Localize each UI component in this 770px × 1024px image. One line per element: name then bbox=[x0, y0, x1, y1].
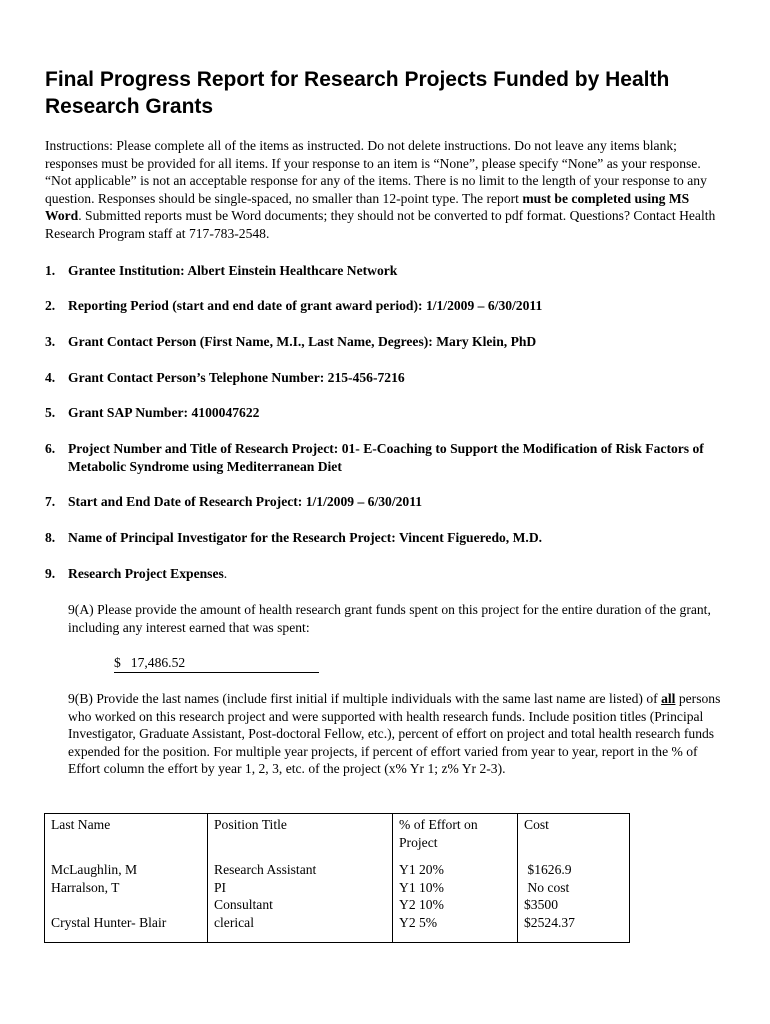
cell-cost: No cost bbox=[518, 879, 630, 897]
item-text: Reporting Period (start and end date of grant award period): 1/1/2009 – 6/30/2011 bbox=[68, 298, 543, 313]
item-text: Grant Contact Person (First Name, M.I., Last Name, Degrees): Mary Klein, PhD bbox=[68, 334, 537, 349]
instructions-paragraph bbox=[45, 137, 725, 243]
table-row bbox=[45, 896, 630, 914]
table-header-row bbox=[45, 814, 630, 862]
item-8-principal-investigator bbox=[45, 529, 735, 547]
item-number: 6. bbox=[45, 441, 56, 456]
item-text: Start and End Date of Research Project: 1/1/2009 – 6/30/2011 bbox=[68, 494, 423, 509]
section-9b-text-2: persons who worked on this research project and were supported with health research funds. Include position titles (Principal Investigator, Graduate Assistant, Post-doctoral Fellow, etc.), percent of effort on project and total health research funds expended for the position. For multiple year projects, if percent of effort varied from year to year, report in the % of Effort column the effort by year 1, 2, 3, etc. of the project (x% Yr 1; z% Yr 2-3). bbox=[68, 691, 721, 777]
cell-position: PI bbox=[208, 879, 393, 897]
currency-symbol: $ bbox=[114, 655, 121, 670]
header-cost: Cost bbox=[518, 814, 630, 862]
table-row bbox=[45, 914, 630, 942]
section-9b-text-1: 9(B) Provide the last names (include first initial if multiple individuals with the same last name are listed) of bbox=[68, 691, 662, 706]
cell-last-name bbox=[45, 896, 208, 914]
item-2-reporting-period bbox=[45, 297, 735, 315]
cell-effort: Y2 5% bbox=[393, 914, 518, 942]
item-number: 2. bbox=[45, 298, 56, 313]
item-number: 7. bbox=[45, 494, 56, 509]
cell-position: Research Assistant bbox=[208, 861, 393, 879]
cell-position: Consultant bbox=[208, 896, 393, 914]
item-text: Research Project Expenses bbox=[68, 566, 224, 581]
item-text-suffix: . bbox=[223, 566, 228, 581]
table-row bbox=[45, 861, 630, 879]
cell-cost: $2524.37 bbox=[518, 914, 630, 942]
section-9a-amount-field bbox=[114, 654, 319, 673]
item-text: Grant SAP Number: 4100047622 bbox=[68, 405, 260, 420]
item-1-grantee-institution bbox=[45, 262, 735, 280]
instructions-bold-text: must be completed using MS Word bbox=[45, 190, 690, 224]
item-6-project-title bbox=[45, 440, 735, 475]
item-number: 5. bbox=[45, 405, 56, 420]
header-position-title: Position Title bbox=[208, 814, 393, 862]
item-number: 9. bbox=[45, 566, 56, 581]
section-9b-emphasis: all bbox=[661, 691, 676, 706]
cell-position: clerical bbox=[208, 914, 393, 942]
item-5-grant-sap-number bbox=[45, 404, 735, 422]
instructions-text-1: Instructions: Please complete all of the items as instructed. Do not delete instructions. Do not leave any items blank; responses must be provided for all items. If your response to an item is “None”, please specify “None” as your response. “Not applicable” is not an acceptable response for any of the items. There is no limit to the length of your response to any question. Responses should be single-spaced, no smaller than 12-point type. The report bbox=[45, 138, 707, 206]
table-row bbox=[45, 879, 630, 897]
document-title: Final Progress Report for Research Projects Funded by Health Research Grants bbox=[45, 68, 670, 118]
header-last-name: Last Name bbox=[45, 814, 208, 862]
item-7-project-dates bbox=[45, 493, 735, 511]
section-9a-text: 9(A) Please provide the amount of health research grant funds spent on this project for the entire duration of the grant, including any interest earned that was spent: bbox=[68, 602, 711, 635]
personnel-expenses-table bbox=[44, 813, 630, 943]
item-text-wrapper bbox=[68, 565, 735, 583]
item-number: 1. bbox=[45, 263, 56, 278]
item-3-grant-contact-person bbox=[45, 333, 735, 351]
item-9-research-expenses bbox=[45, 565, 735, 583]
cell-effort: Y2 10% bbox=[393, 896, 518, 914]
cell-effort: Y1 10% bbox=[393, 879, 518, 897]
item-text: Project Number and Title of Research Project: 01- E-Coaching to Support the Modification of Risk Factors of Metabolic Syndrome using Mediterranean Diet bbox=[68, 441, 704, 474]
cell-last-name: Crystal Hunter- Blair bbox=[45, 914, 208, 942]
item-text: Name of Principal Investigator for the Research Project: Vincent Figueredo, M.D. bbox=[68, 530, 543, 545]
header-effort: % of Effort on Project bbox=[393, 814, 518, 862]
item-text: Grantee Institution: Albert Einstein Healthcare Network bbox=[68, 263, 398, 278]
item-number: 4. bbox=[45, 370, 56, 385]
cell-cost: $3500 bbox=[518, 896, 630, 914]
amount-value: 17,486.52 bbox=[130, 655, 186, 670]
cell-effort: Y1 20% bbox=[393, 861, 518, 879]
cell-cost: $1626.9 bbox=[518, 861, 630, 879]
item-text: Grant Contact Person’s Telephone Number: 215-456-7216 bbox=[68, 370, 405, 385]
item-number: 8. bbox=[45, 530, 56, 545]
cell-last-name: McLaughlin, M bbox=[45, 861, 208, 879]
item-number: 3. bbox=[45, 334, 56, 349]
section-9b-text bbox=[68, 690, 728, 778]
cell-last-name: Harralson, T bbox=[45, 879, 208, 897]
item-4-contact-telephone bbox=[45, 369, 735, 387]
instructions-text-2: . Submitted reports must be Word documents; they should not be converted to pdf format. Questions? Contact Health Research Program staff at 717-783-2548. bbox=[45, 208, 716, 241]
